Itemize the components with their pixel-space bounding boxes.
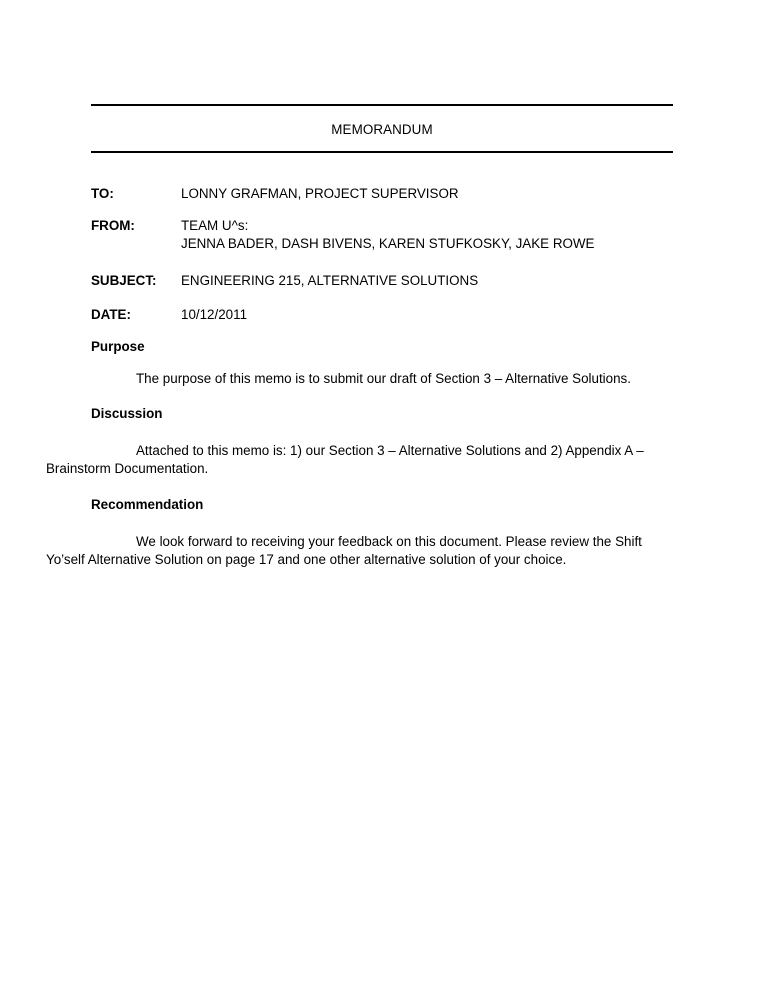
recommendation-line-1: We look forward to receiving your feedback on this document. Please review the Shift: [136, 534, 642, 549]
to-value: LONNY GRAFMAN, PROJECT SUPERVISOR: [181, 186, 459, 201]
discussion-line-1: Attached to this memo is: 1) our Section 3 – Alternative Solutions and 2) Appendix A –: [136, 443, 644, 458]
date-value: 10/12/2011: [181, 307, 248, 322]
subject-value: ENGINEERING 215, ALTERNATIVE SOLUTIONS: [181, 273, 479, 288]
recommendation-heading: Recommendation: [91, 497, 204, 512]
header-rule-bottom: [91, 151, 673, 153]
to-label: TO:: [91, 186, 114, 201]
date-label: DATE:: [91, 307, 131, 322]
purpose-text: The purpose of this memo is to submit our draft of Section 3 – Alternative Solutions.: [136, 371, 631, 386]
purpose-heading: Purpose: [91, 339, 145, 354]
subject-label: SUBJECT:: [91, 273, 157, 288]
header-rule-top: [91, 104, 673, 106]
from-label: FROM:: [91, 218, 135, 233]
memo-title: MEMORANDUM: [331, 122, 433, 137]
from-value-team: TEAM U^s:: [181, 218, 249, 233]
discussion-text: [46, 442, 671, 478]
discussion-heading: Discussion: [91, 406, 163, 421]
recommendation-text: [46, 533, 671, 569]
discussion-line-2: Brainstorm Documentation.: [46, 461, 209, 476]
recommendation-line-2: Yo’self Alternative Solution on page 17 and one other alternative solution of your choice.: [46, 552, 567, 567]
from-value-members: JENNA BADER, DASH BIVENS, KAREN STUFKOSKY, JAKE ROWE: [181, 236, 595, 251]
